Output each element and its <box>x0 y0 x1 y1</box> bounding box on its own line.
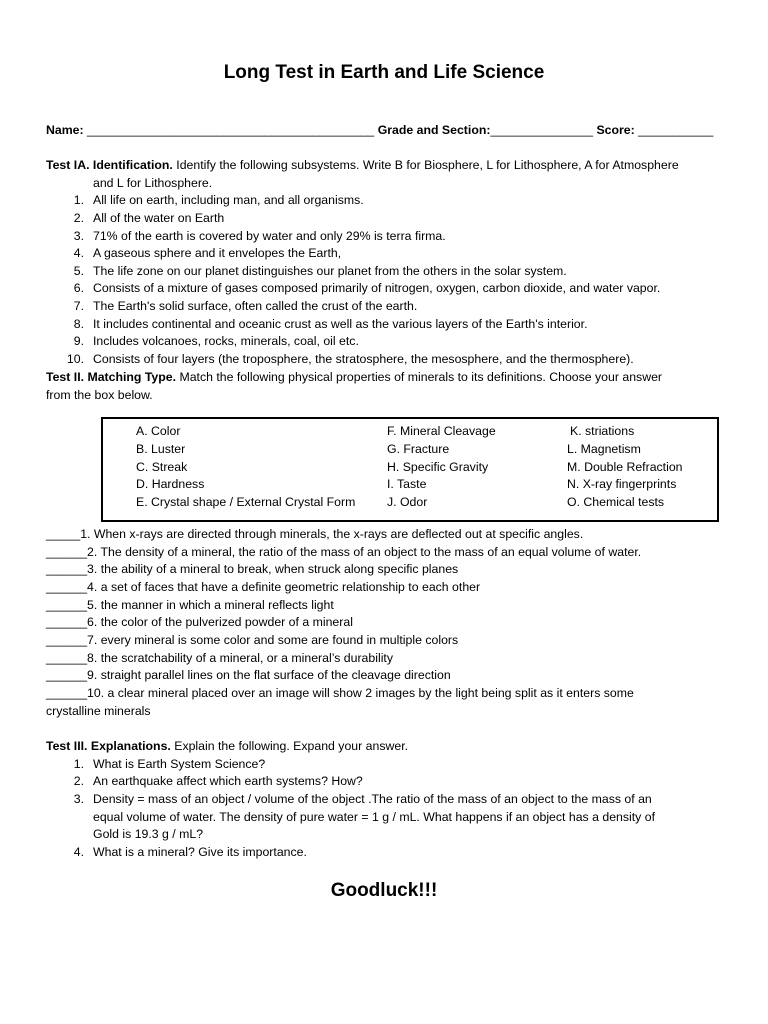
choice-o: O. Chemical tests <box>567 495 665 509</box>
test1-heading: Test IA. Identification. <box>46 158 173 172</box>
test3-instruction <box>46 738 408 755</box>
name-label: Name: <box>46 123 84 137</box>
name-blank[interactable]: __________________________________________ <box>87 123 375 137</box>
test1-item: 7. The Earth's solid surface, often called the crust of the earth. <box>73 299 418 313</box>
test1-item: 4. A gaseous sphere and it envelopes the Earth, <box>73 246 342 260</box>
test3-item: 1. What is Earth System Science? <box>73 757 266 771</box>
test2-item: ______5. the manner in which a mineral reflects light <box>46 598 334 612</box>
test3-item-cont: Gold is 19.3 g / mL? <box>93 827 204 841</box>
choice-e: E. Crystal shape / External Crystal Form <box>136 495 356 509</box>
student-info-row <box>46 123 722 137</box>
page-title: Long Test in Earth and Life Science <box>223 62 545 83</box>
test2-item: _____1. When x-rays are directed through minerals, the x-rays are deflected out at specific angles. <box>46 527 584 541</box>
closing-message: Goodluck!!! <box>330 880 438 901</box>
choice-b: B. Luster <box>136 442 186 456</box>
test2-instruction-text: Match the following physical properties of minerals to its definitions. Choose your answer <box>176 370 663 384</box>
test2-instruction <box>46 369 662 386</box>
test1-item: 6. Consists of a mixture of gases composed primarily of nitrogen, oxygen, carbon dioxide, and water vapor. <box>73 281 661 295</box>
choice-c: C. Streak <box>136 460 188 474</box>
test1-instruction-cont: and L for Lithosphere. <box>93 176 213 190</box>
test3-instruction-text: Explain the following. Expand your answer. <box>170 739 409 753</box>
test2-item: ______7. every mineral is some color and some are found in multiple colors <box>46 633 459 647</box>
choice-n: N. X-ray fingerprints <box>567 477 677 491</box>
test1-instruction-text: Identify the following subsystems. Write B for Biosphere, L for Lithosphere, A for Atmosphere <box>176 158 679 172</box>
test1-item: 1. All life on earth, including man, and all organisms. <box>73 193 364 207</box>
test1-item: 3. 71% of the earth is covered by water and only 29% is terra firma. <box>73 229 446 243</box>
choice-a: A. Color <box>136 424 181 438</box>
test2-instruction-cont: from the box below. <box>46 388 153 402</box>
test3-item: 4. What is a mineral? Give its importance. <box>73 845 307 859</box>
test1-item: 5. The life zone on our planet distinguishes our planet from the others in the solar system. <box>73 264 567 278</box>
test2-item: ______4. a set of faces that have a definite geometric relationship to each other <box>46 580 481 594</box>
test2-item: ______6. the color of the pulverized powder of a mineral <box>46 615 353 629</box>
score-label: Score: <box>596 123 635 137</box>
test2-item: ______3. the ability of a mineral to break, when struck along specific planes <box>46 562 459 576</box>
test3-heading: Test III. Explanations. <box>46 739 171 753</box>
test1-item: 10. Consists of four layers (the troposphere, the stratosphere, the mesosphere, and the thermosphere). <box>66 352 634 366</box>
choice-i: I. Taste <box>387 477 427 491</box>
test1-instruction <box>46 157 679 174</box>
test3-item: 3. Density = mass of an object / volume of the object .The ratio of the mass of an object to the mass of an <box>73 792 652 806</box>
choice-h: H. Specific Gravity <box>387 460 489 474</box>
score-blank[interactable]: ___________ <box>638 123 714 137</box>
choice-d: D. Hardness <box>136 477 205 491</box>
test2-item: ______2. The density of a mineral, the ratio of the mass of an object to the mass of an equal volume of water. <box>46 545 642 559</box>
choice-j: J. Odor <box>387 495 428 509</box>
grade-section-blank[interactable]: _______________ <box>490 123 594 137</box>
test1-item: 2. All of the water on Earth <box>73 211 225 225</box>
test3-item-cont: equal volume of water. The density of pure water = 1 g / mL. What happens if an object has a density of <box>93 810 656 824</box>
test2-item-cont: crystalline minerals <box>46 704 151 718</box>
choice-f: F. Mineral Cleavage <box>387 424 496 438</box>
choice-m: M. Double Refraction <box>567 460 683 474</box>
choice-k: K. striations <box>570 424 635 438</box>
test2-item: ______8. the scratchability of a mineral, or a mineral’s durability <box>46 651 393 665</box>
choice-l: L. Magnetism <box>567 442 641 456</box>
grade-section-label: Grade and Section: <box>377 123 491 137</box>
test1-item: 8. It includes continental and oceanic crust as well as the various layers of the Earth's interior. <box>73 317 588 331</box>
test1-item: 9. Includes volcanoes, rocks, minerals, coal, oil etc. <box>73 334 359 348</box>
test2-item: ______10. a clear mineral placed over an image will show 2 images by the light being split as it enters some <box>46 686 634 700</box>
test2-item: ______9. straight parallel lines on the flat surface of the cleavage direction <box>46 668 451 682</box>
choice-g: G. Fracture <box>387 442 450 456</box>
choices-box <box>101 417 719 522</box>
test3-item: 2. An earthquake affect which earth systems? How? <box>73 774 363 788</box>
test2-heading: Test II. Matching Type. <box>46 370 177 384</box>
